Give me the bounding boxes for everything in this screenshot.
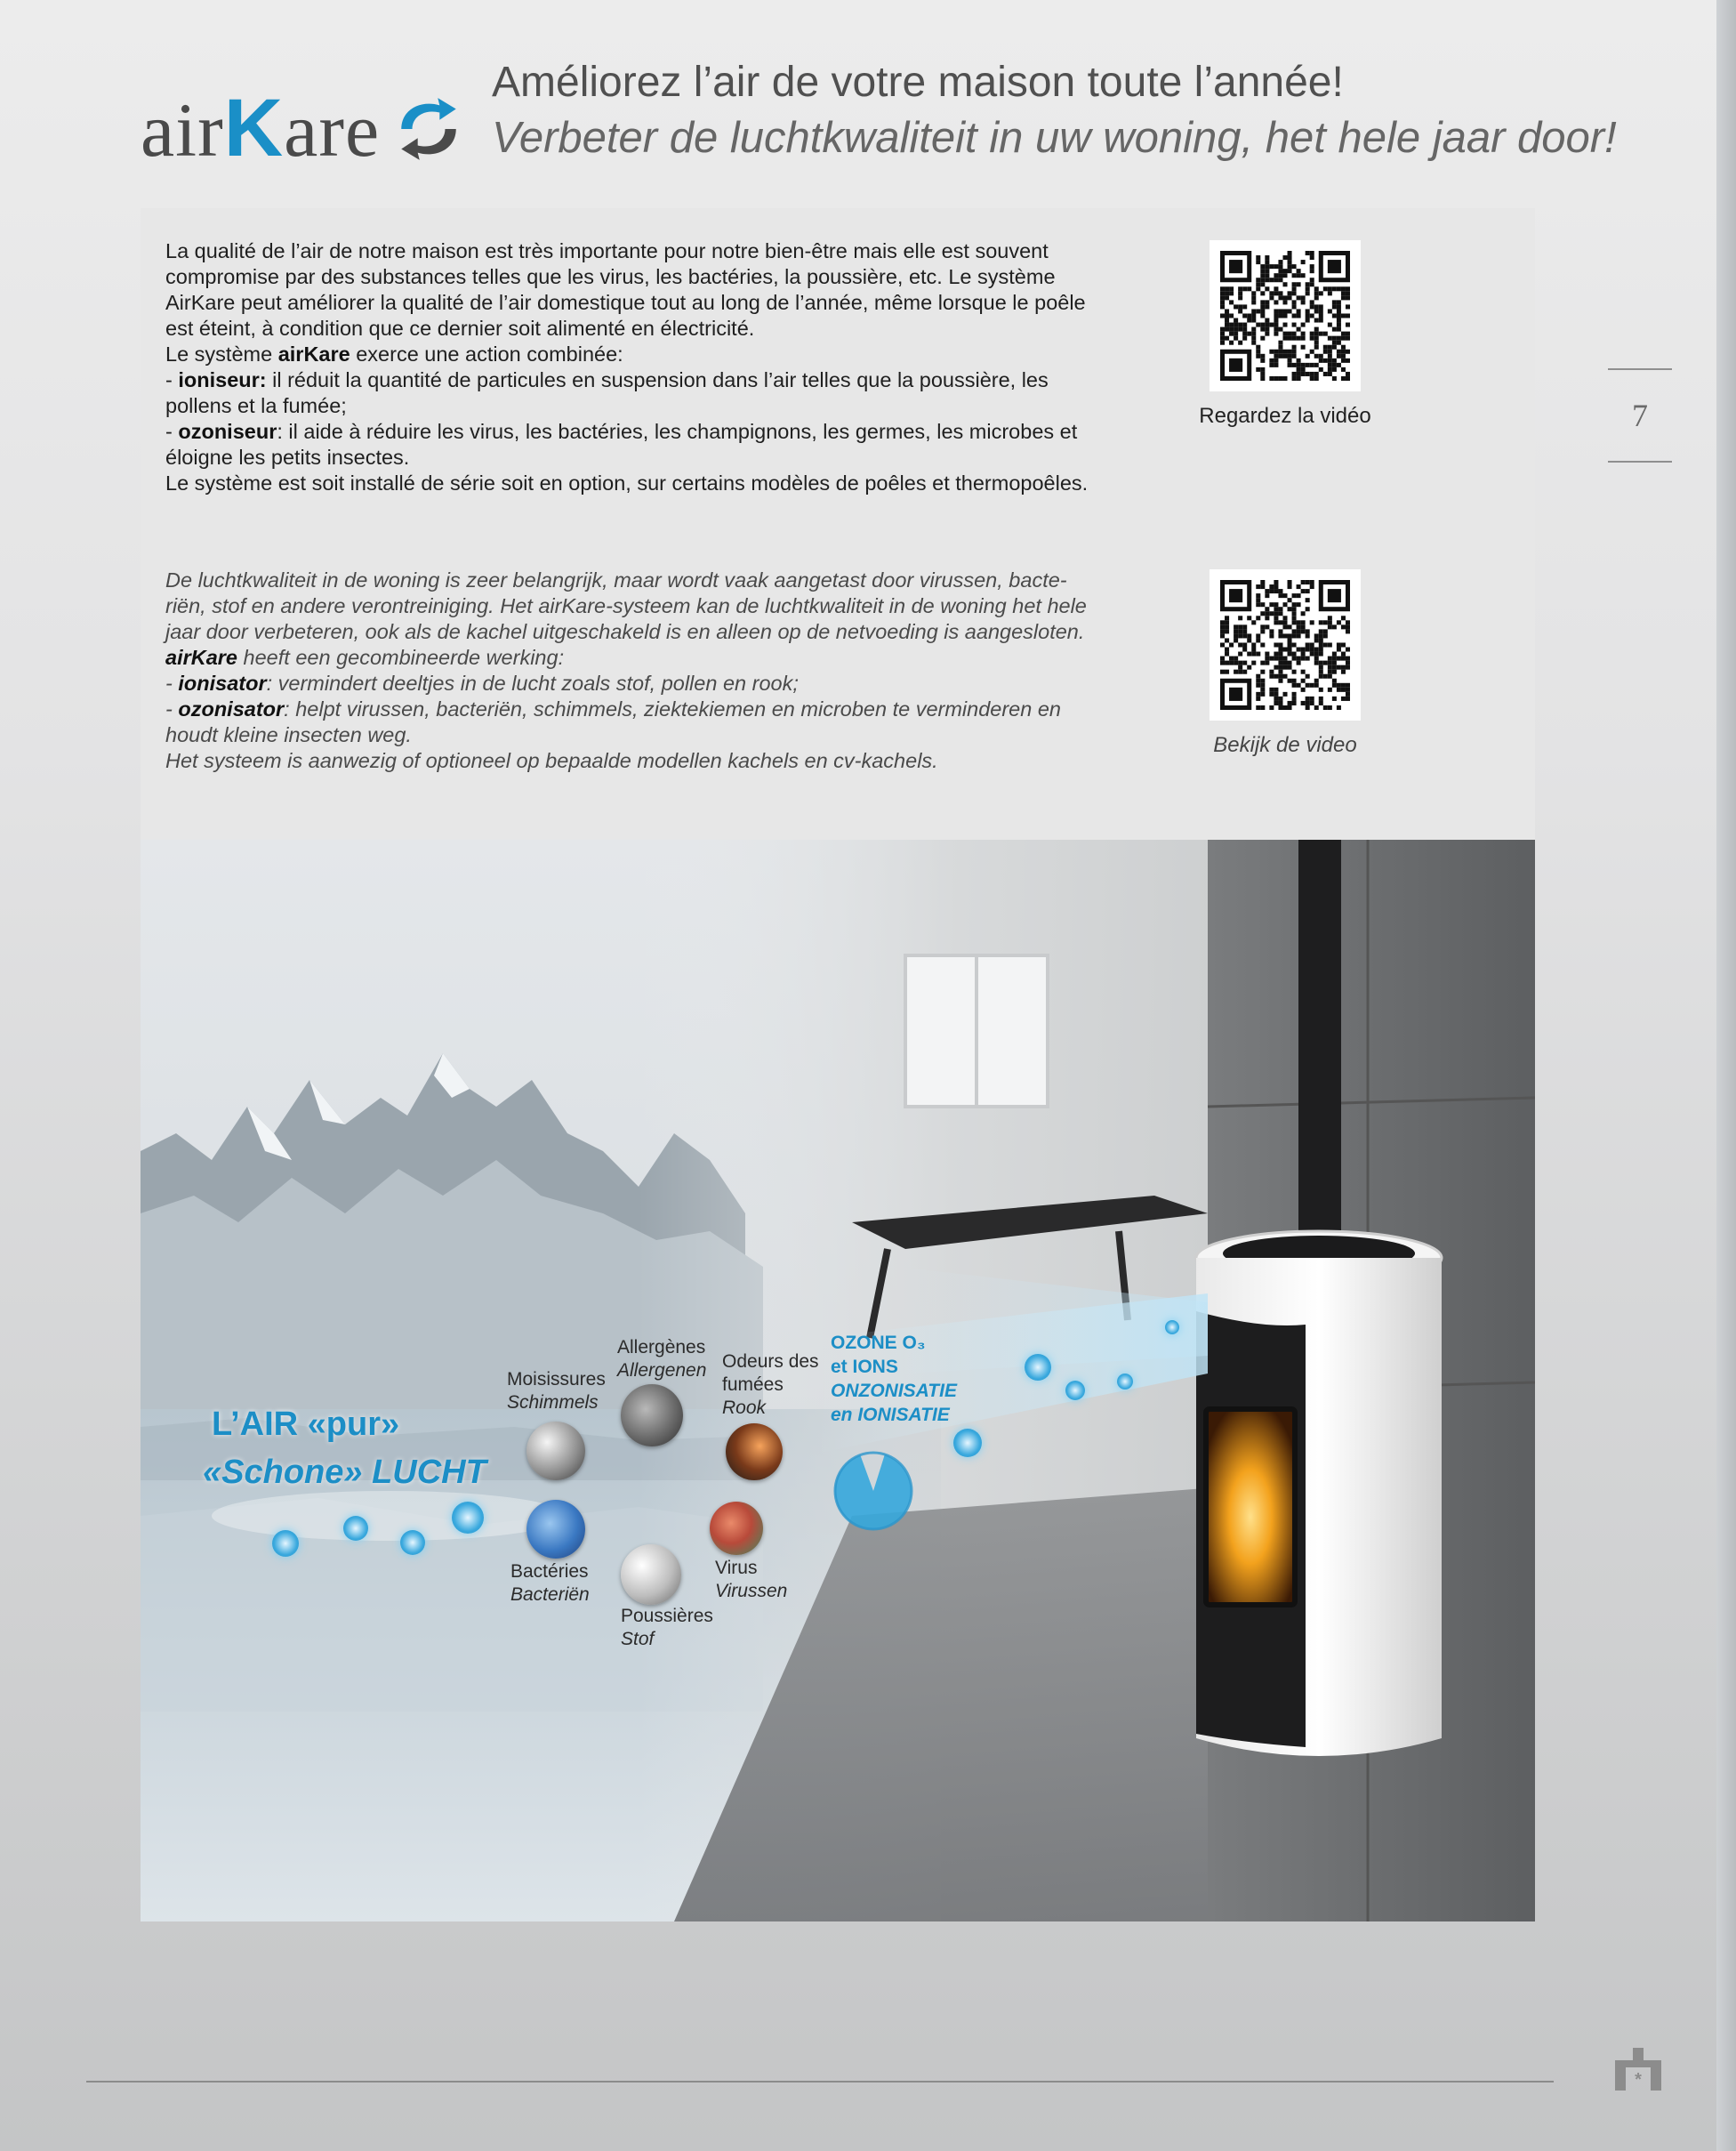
qr-code-icon	[1220, 251, 1350, 381]
ion-dot-icon	[1117, 1374, 1133, 1390]
ion-dot-icon	[953, 1429, 982, 1457]
airkare-illustration	[141, 840, 1535, 1921]
nl-ionisator: - ionisator: vermindert deeltjes in de lucht zoals stof, pollen en rook;	[165, 672, 799, 695]
fr-ozoniseur-cont: éloigne les petits insectes.	[165, 446, 410, 469]
divider	[1608, 461, 1672, 463]
ozone-line-2: et IONS	[831, 1357, 898, 1377]
ion-dot-icon	[1065, 1381, 1085, 1400]
allergen-particle-icon	[621, 1384, 683, 1446]
ozone-eater-icon	[832, 1450, 914, 1532]
label-bacteries: Bactéries Bacteriën	[510, 1561, 590, 1605]
airkare-logo	[141, 62, 465, 173]
virus-particle-icon	[710, 1502, 763, 1555]
fr-line: La qualité de l’air de notre maison est très importante pour notre bien-être mais elle est souvent	[165, 239, 1049, 262]
qr-code[interactable]	[1210, 240, 1361, 391]
smoke-particle-icon	[726, 1423, 783, 1480]
label-virus: Virus Virussen	[715, 1558, 788, 1601]
svg-text:*: *	[1635, 2070, 1642, 2090]
label-moisissures: Moisissures Schimmels	[507, 1369, 606, 1413]
nl-ozonisator: - ozonisator: helpt virussen, bacteriën, schimmels, ziektekiemen en microben te verminderen en	[165, 697, 1061, 721]
nl-ozonisator-cont: houdt kleine insecten weg.	[165, 723, 412, 746]
fr-ioniseur: - ioniseur: il réduit la quantité de particules en suspension dans l’air telles que la poussière, les	[165, 368, 1049, 391]
bacteria-particle-icon	[526, 1500, 585, 1559]
qr-label-fr: Regardez la vidéo	[1199, 404, 1371, 428]
ion-dot-icon	[272, 1530, 299, 1557]
brand-mark-icon	[1611, 2046, 1665, 2092]
logo-wordmark: airKare	[141, 83, 381, 173]
ozone-line-3: ONZONISATIE	[831, 1381, 957, 1401]
nl-availability: Het systeem is aanwezig of optioneel op bepaalde modellen kachels en cv-kachels.	[165, 749, 938, 772]
fr-line: AirKare peut améliorer la qualité de l’air domestique tout au long de l’année, même lorsque le poêle	[165, 291, 1086, 314]
fr-line: compromise par des substances telles que les virus, les bactéries, la poussière, etc. Le système	[165, 265, 1056, 288]
pure-air-title	[203, 1400, 486, 1496]
footer-divider	[86, 2081, 1554, 2083]
nl-line: De luchtkwaliteit in de woning is zeer belangrijk, maar wordt vaak aangetast door virussen, bacte-	[165, 568, 1067, 592]
page-edge	[1716, 0, 1736, 2151]
ozone-ions-label	[831, 1331, 957, 1427]
ozone-line-1: OZONE O₃	[831, 1333, 926, 1353]
label-allergenes: Allergènes Allergenen	[617, 1337, 707, 1381]
fr-ozoniseur: - ozoniseur: il aide à réduire les virus, les bactéries, les champignons, les germes, les microbes et	[165, 420, 1078, 443]
nl-line: jaar door verbeteren, ook als de kachel uitgeschakeld is en alleen op de netvoeding is aangesloten.	[165, 620, 1085, 643]
qr-code[interactable]	[1210, 569, 1361, 721]
mold-particle-icon	[526, 1422, 585, 1480]
headline-nl: Verbeter de luchtkwaliteit in uw woning, het hele jaar door!	[492, 114, 1617, 162]
description-nl	[165, 568, 1126, 774]
ion-dot-icon	[1165, 1320, 1179, 1334]
page-number: 7	[1632, 398, 1648, 433]
ozone-line-4: en IONISATIE	[831, 1405, 950, 1425]
description-fr	[165, 238, 1126, 496]
divider	[1608, 368, 1672, 370]
dust-particle-icon	[621, 1544, 681, 1605]
page-headline	[492, 55, 1617, 165]
fr-intro: Le système airKare exerce une action combinée:	[165, 342, 623, 366]
ion-dot-icon	[452, 1502, 484, 1534]
headline-fr: Améliorez l’air de votre maison toute l’année!	[492, 59, 1344, 106]
qr-code-icon	[1220, 580, 1350, 710]
air-cycle-icon	[392, 93, 465, 165]
pure-air-nl: «Schone» LUCHT	[203, 1454, 486, 1491]
ion-dot-icon	[343, 1516, 368, 1541]
label-poussieres: Poussières Stof	[621, 1606, 713, 1649]
page-number-marker	[1608, 368, 1672, 463]
fr-line: est éteint, à condition que ce dernier soit alimenté en électricité.	[165, 317, 755, 340]
description-panel	[141, 208, 1535, 840]
qr-label-nl: Bekijk de video	[1213, 733, 1357, 757]
fr-availability: Le système est soit installé de série soit en option, sur certains modèles de poêles et thermopoêles.	[165, 471, 1089, 495]
ion-dot-icon	[1025, 1354, 1051, 1381]
label-odeurs: Odeurs des fumées Rook	[722, 1351, 819, 1418]
fr-ioniseur-cont: pollens et la fumée;	[165, 394, 347, 417]
pure-air-fr: L’AIR «pur»	[212, 1406, 400, 1443]
nl-line: riën, stof en andere verontreiniging. Het airKare-systeem kan de luchtkwaliteit in de woning het hele	[165, 594, 1087, 617]
qr-video-fr[interactable]	[1165, 240, 1405, 429]
qr-video-nl[interactable]	[1165, 569, 1405, 758]
ion-dot-icon	[400, 1530, 425, 1555]
nl-intro: airKare heeft een gecombineerde werking:	[165, 646, 565, 669]
